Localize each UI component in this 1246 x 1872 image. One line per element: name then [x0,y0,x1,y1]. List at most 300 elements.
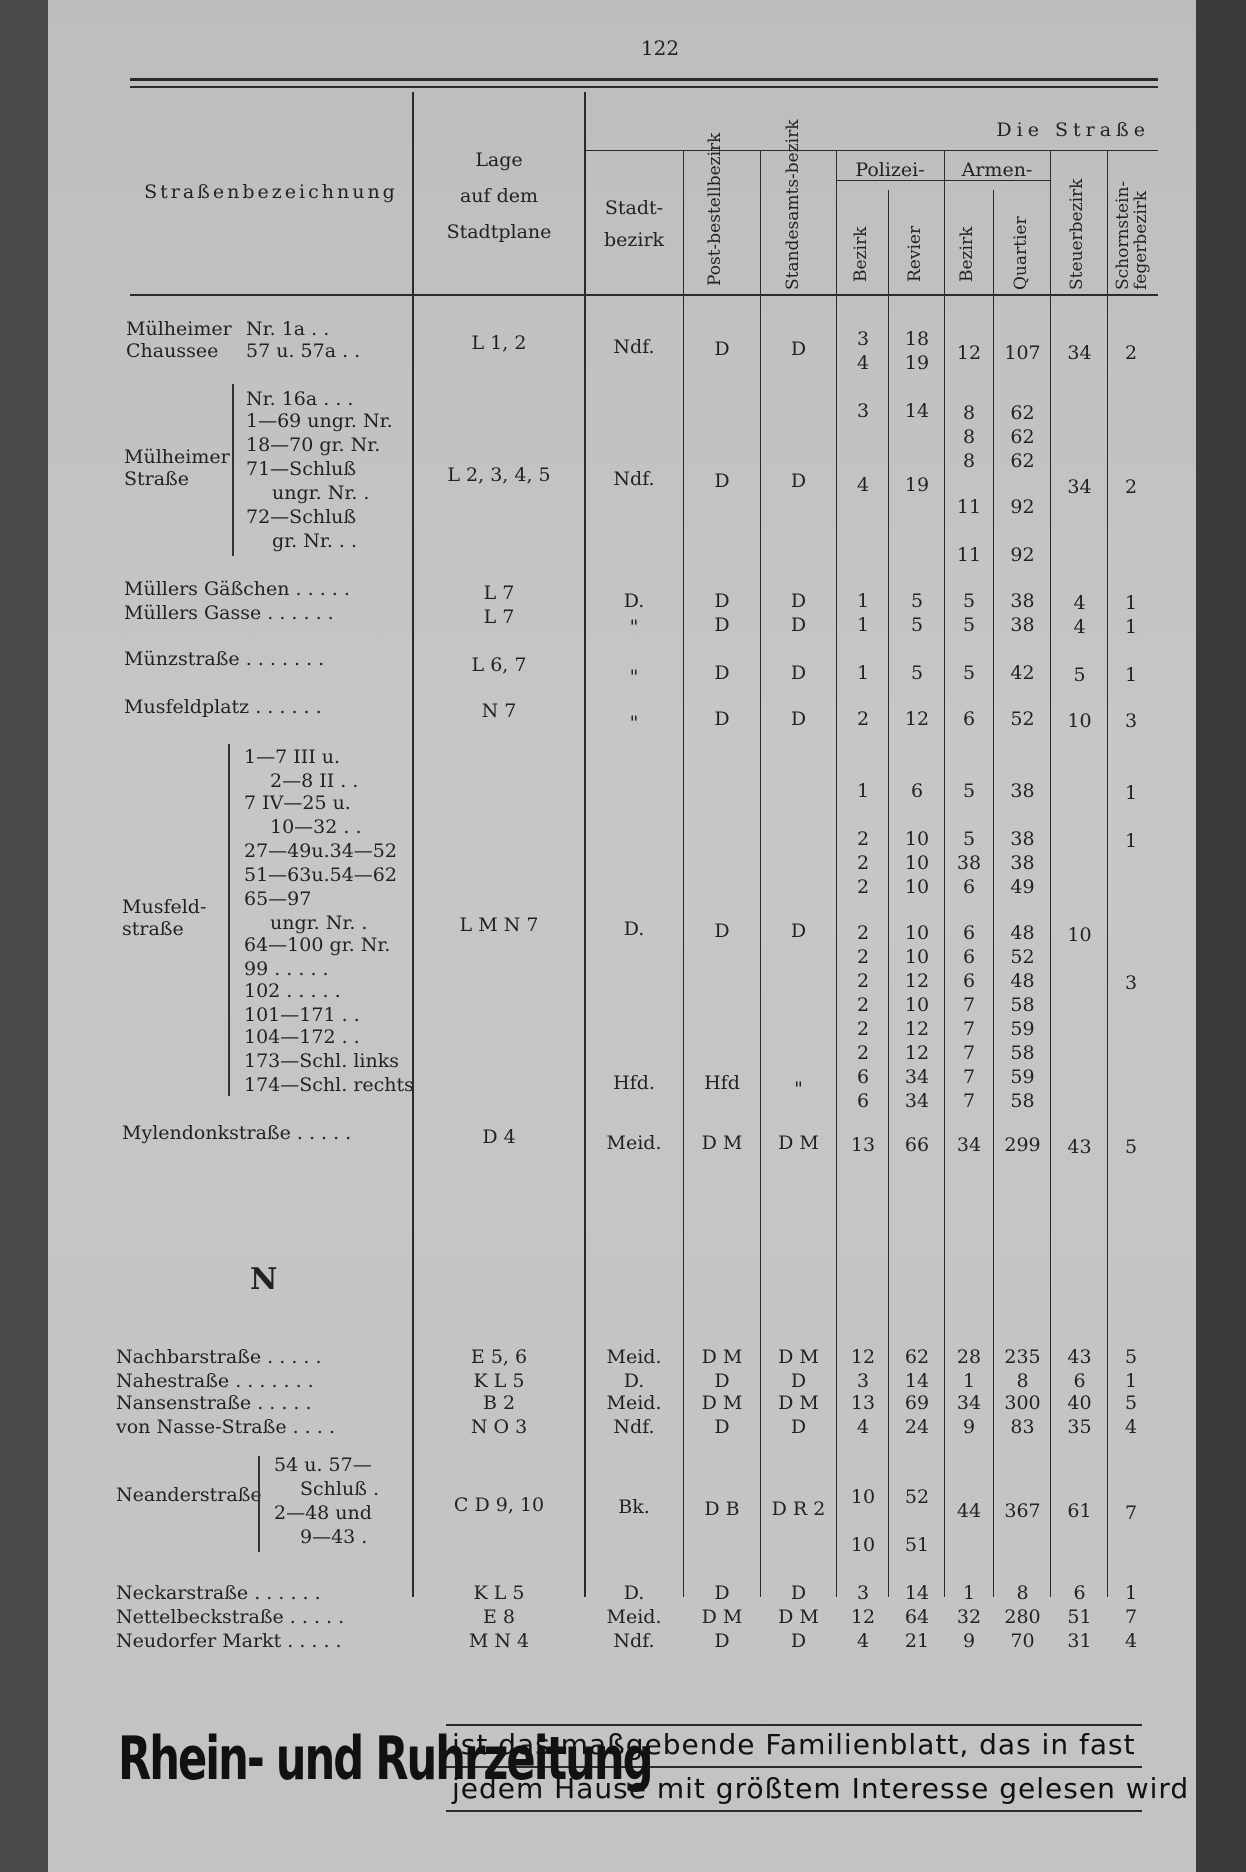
police-bezirk: 2 [856,970,870,992]
poor-bezirk: 38 [956,852,982,874]
registry-district: D R 2 [771,1498,826,1520]
street-name: Nansenstraße . . . . . [116,1392,312,1414]
poor-quartier: 38 [1010,828,1035,850]
header-die-strasse: Die Straße [996,119,1150,141]
police-bezirk: 3 [856,400,870,422]
sub-entry: 71—Schluß [246,458,357,480]
map-location: N 7 [481,700,517,722]
map-location: L 6, 7 [471,654,527,676]
registry-district: D M [778,1606,819,1628]
street-name: Neanderstraße [116,1484,262,1506]
poor-bezirk: 9 [962,1630,976,1652]
city-district: " [629,616,639,638]
brace [258,1456,260,1552]
poor-quartier: 8 [1016,1582,1029,1604]
header-registry: Standesamts-bezirk [783,119,803,290]
police-revier: 14 [904,400,930,422]
map-location: D 4 [482,1126,516,1148]
police-bezirk: 10 [850,1534,876,1556]
tax-district: 61 [1067,1500,1092,1522]
police-revier: 64 [904,1606,930,1628]
police-bezirk: 1 [856,614,870,636]
map-location: C D 9, 10 [453,1494,545,1516]
post-district: D [714,1416,730,1438]
post-district: D [714,590,730,612]
col-rule-8 [993,190,994,1597]
police-bezirk: 2 [856,946,870,968]
col-rule-6 [888,190,889,1597]
poor-bezirk: 6 [962,946,976,968]
poor-bezirk: 11 [956,544,982,566]
header-police-revier: Revier [905,225,925,282]
header-city-district-1: Stadt- [604,197,664,219]
police-bezirk: 12 [850,1606,876,1628]
police-revier: 24 [904,1416,930,1438]
tax-district: 5 [1073,664,1086,686]
sub-entry: 64—100 gr. Nr. [244,934,391,956]
chimney-district: 1 [1124,592,1138,614]
post-district: D B [704,1498,740,1520]
post-district: D M [701,1346,743,1368]
post-district: D M [701,1606,743,1628]
city-district: D. [623,1582,645,1604]
police-revier: 5 [910,590,924,612]
poor-quartier: 280 [1004,1606,1041,1628]
poor-bezirk: 1 [962,1370,976,1392]
police-revier: 19 [904,352,930,374]
registry-district: D [790,470,807,492]
tax-district: 43 [1067,1136,1092,1158]
police-revier: 10 [904,852,930,874]
police-revier: 14 [904,1582,930,1604]
sub-entry: 54 u. 57— [274,1454,372,1476]
col-rule-7 [944,150,945,1597]
sub-entry: 27—49u.34—52 [244,840,397,862]
poor-bezirk: 6 [962,922,976,944]
post-district: D [714,708,730,730]
header-police-bezirk: Bezirk [851,226,871,282]
city-district: D. [623,590,645,612]
poor-quartier: 42 [1010,662,1035,684]
city-district: Ndf. [613,1630,655,1652]
tax-district: 4 [1073,616,1086,638]
police-revier: 10 [904,922,930,944]
poor-quartier: 8 [1016,1370,1029,1392]
post-district: D [714,338,730,360]
registry-district: D [790,708,807,730]
section-letter: N [250,1262,278,1297]
police-bezirk: 10 [850,1486,876,1508]
chimney-district: 5 [1124,1136,1138,1158]
city-district: " [629,712,639,734]
police-bezirk: 1 [856,662,870,684]
police-bezirk: 2 [856,1018,870,1040]
city-district: Meid. [606,1606,662,1628]
post-district: D [714,1370,730,1392]
poor-quartier: 107 [1004,342,1041,364]
poor-bezirk: 5 [962,614,976,636]
post-district: D [714,470,730,492]
chimney-district: 3 [1124,972,1138,994]
map-location: L M N 7 [459,914,539,936]
sub-entry: Nr. 16a . . . [246,388,354,410]
police-revier: 10 [904,946,930,968]
header-location-2: auf dem [459,185,539,207]
chimney-district: 1 [1124,664,1138,686]
chimney-district: 1 [1124,782,1138,804]
poor-quartier: 38 [1010,614,1035,636]
chimney-district: 1 [1124,1582,1138,1604]
poor-quartier: 62 [1010,402,1035,424]
police-bezirk: 4 [856,1416,870,1438]
sub-entry: 57 u. 57a . . [246,340,361,362]
header-location-1: Lage [475,149,523,171]
header-rule [130,294,1158,296]
map-location: B 2 [482,1392,516,1414]
poor-quartier: 92 [1010,496,1035,518]
header-poor-bezirk: Bezirk [957,226,977,282]
sub-entry: 51—63u.54—62 [244,864,397,886]
advert-line-1: ist das maßgebende Familienblatt, das in fast [452,1728,1136,1761]
sub-entry: 72—Schluß [246,506,357,528]
police-bezirk: 1 [856,590,870,612]
sub-entry: Schluß . [300,1478,379,1500]
city-district: D. [623,918,645,940]
police-revier: 34 [904,1090,930,1112]
registry-district: D M [778,1346,819,1368]
registry-district: D [790,920,807,942]
poor-bezirk: 6 [962,708,976,730]
police-revier: 12 [904,1042,930,1064]
sub-entry: 104—172 . . [244,1026,360,1048]
post-district: D M [701,1392,743,1414]
police-bezirk: 4 [856,352,870,374]
sub-entry: 173—Schl. links [244,1050,399,1072]
street-name: Musfeldplatz . . . . . . [124,696,322,718]
police-revier: 14 [904,1370,930,1392]
city-district: Ndf. [613,336,655,358]
street-name: Nettelbeckstraße . . . . . [116,1606,345,1628]
chimney-district: 5 [1124,1346,1138,1368]
sub-entry: 2—48 und [274,1502,372,1524]
poor-bezirk: 8 [962,450,976,472]
city-district: Ndf. [613,468,655,490]
poor-quartier: 300 [1004,1392,1041,1414]
poor-bezirk: 7 [962,1042,976,1064]
sub-entry: ungr. Nr. . [272,482,370,504]
poor-quartier: 38 [1010,852,1035,874]
page-number: 122 [640,36,680,60]
police-revier: 10 [904,876,930,898]
police-revier: 6 [910,780,924,802]
registry-district: D [790,1370,807,1392]
header-police: Polizei- [855,159,925,181]
police-revier: 10 [904,994,930,1016]
map-location: K L 5 [473,1370,525,1392]
post-district: D [714,614,730,636]
poor-bezirk: 44 [956,1500,982,1522]
registry-district: D M [778,1132,819,1154]
chimney-district: 2 [1124,476,1138,498]
street-name: Nahestraße . . . . . . . [116,1370,314,1392]
col-rule-9 [1050,150,1051,1597]
poor-quartier: 49 [1010,876,1035,898]
sub-entry: 9—43 . [300,1526,368,1548]
street-name: Müllers Gasse . . . . . . [124,602,334,624]
registry-district: D [790,590,807,612]
registry-district: D [790,1582,807,1604]
poor-bezirk: 1 [962,1582,976,1604]
sub-entry: 174—Schl. rechts [244,1074,414,1096]
police-revier: 19 [904,474,930,496]
police-bezirk: 2 [856,708,870,730]
tax-district: 31 [1067,1630,1092,1652]
police-bezirk: 1 [856,780,870,802]
poor-bezirk: 11 [956,496,982,518]
poor-quartier: 367 [1004,1500,1041,1522]
tax-district: 40 [1067,1392,1092,1414]
poor-quartier: 58 [1010,994,1035,1016]
street-name: Mülheimer Straße [124,446,230,490]
poor-quartier: 58 [1010,1090,1035,1112]
street-name: Nachbarstraße . . . . . [116,1346,322,1368]
poor-quartier: 62 [1010,426,1035,448]
police-bezirk: 3 [856,328,870,350]
map-location: L 1, 2 [471,332,527,354]
police-revier: 62 [904,1346,930,1368]
poor-quartier: 48 [1010,970,1035,992]
chimney-district: 7 [1124,1502,1138,1524]
sub-entry: 1—69 ungr. Nr. [246,410,393,432]
police-bezirk: 13 [850,1392,876,1414]
police-revier: 5 [910,614,924,636]
tax-district: 6 [1073,1582,1086,1604]
sub-entry: gr. Nr. . . [272,530,358,552]
poor-bezirk: 7 [962,1090,976,1112]
poor-bezirk: 8 [962,426,976,448]
street-name: Müllers Gäßchen . . . . . [124,578,350,600]
police-bezirk: 2 [856,922,870,944]
police-bezirk: 4 [856,474,870,496]
poor-bezirk: 34 [956,1392,982,1414]
poor-quartier: 59 [1010,1066,1035,1088]
street-name: von Nasse-Straße . . . . [116,1416,335,1438]
tax-district: 4 [1073,592,1086,614]
chimney-district: 7 [1124,1606,1138,1628]
poor-quartier: 52 [1010,708,1035,730]
map-location: L 7 [483,606,515,628]
police-bezirk: 4 [856,1630,870,1652]
sub-entry: Nr. 1a . . [246,318,330,340]
police-bezirk: 2 [856,852,870,874]
header-location-3: Stadtplane [446,221,552,243]
map-location: M N 4 [468,1630,530,1652]
poor-bezirk: 5 [962,828,976,850]
sub-entry: 1—7 III u. [244,746,341,768]
street-name: Neudorfer Markt . . . . . [116,1630,342,1652]
poor-bezirk: 7 [962,1018,976,1040]
police-revier: 51 [904,1534,930,1556]
chimney-district: 4 [1124,1416,1138,1438]
police-revier: 12 [904,708,930,730]
police-bezirk: 2 [856,1042,870,1064]
city-district: D. [623,1370,645,1392]
chimney-district: 1 [1124,616,1138,638]
police-revier: 5 [910,662,924,684]
advert-line-2: jedem Hause mit größtem Interesse gelesen wird [452,1772,1190,1805]
header-street-name: Straßenbezeichnung [144,181,398,203]
poor-quartier: 83 [1010,1416,1035,1438]
poor-quartier: 62 [1010,450,1035,472]
sub-entry: 10—32 . . [270,816,362,838]
header-tax: Steuerbezirk [1067,178,1087,290]
poor-quartier: 58 [1010,1042,1035,1064]
registry-district: D [790,338,807,360]
police-bezirk: 6 [856,1066,870,1088]
poor-bezirk: 32 [956,1606,982,1628]
poor-bezirk: 5 [962,590,976,612]
post-district: D [714,920,730,942]
police-revier: 12 [904,970,930,992]
sub-entry: 18—70 gr. Nr. [246,434,381,456]
street-name: Musfeld-straße [122,896,207,940]
sub-entry: 102 . . . . . [244,980,341,1002]
tax-district: 35 [1067,1416,1092,1438]
poor-bezirk: 28 [956,1346,982,1368]
tax-district: 34 [1067,476,1092,498]
post-district: D [714,1582,730,1604]
tax-district: 43 [1067,1346,1092,1368]
advert-rule-bottom [446,1810,1142,1812]
map-location: L 7 [483,582,515,604]
header-poor-quartier: Quartier [1011,216,1031,290]
police-revier: 21 [904,1630,930,1652]
subheader-rule [584,150,1158,151]
sub-entry: 99 . . . . . [244,958,329,980]
street-name: Neckarstraße . . . . . . [116,1582,321,1604]
poor-bezirk: 9 [962,1416,976,1438]
poor-quartier: 48 [1010,922,1035,944]
city-district: Bk. [618,1496,650,1518]
poor-bezirk: 12 [956,342,982,364]
street-name: Münzstraße . . . . . . . [124,648,325,670]
police-revier: 18 [904,328,930,350]
registry-district: D M [778,1392,819,1414]
police-bezirk: 3 [856,1370,870,1392]
post-district: D [714,662,730,684]
chimney-district: 3 [1124,710,1138,732]
registry-district: " [794,1078,803,1100]
chimney-district: 1 [1124,1370,1138,1392]
street-name: Mylendonkstraße . . . . . [122,1122,352,1144]
police-bezirk: 12 [850,1346,876,1368]
police-bezirk: 3 [856,1582,870,1604]
poor-bezirk: 7 [962,1066,976,1088]
poor-bezirk: 6 [962,876,976,898]
top-rule [130,78,1158,81]
police-bezirk: 2 [856,994,870,1016]
poor-quartier: 299 [1004,1134,1041,1156]
post-district: Hfd [704,1072,740,1094]
map-location: E 5, 6 [470,1346,528,1368]
map-location: K L 5 [473,1582,525,1604]
city-district: Meid. [606,1346,662,1368]
police-revier: 34 [904,1066,930,1088]
tax-district: 51 [1067,1606,1092,1628]
poor-quartier: 70 [1010,1630,1035,1652]
page-margin [1196,0,1246,1872]
poor-quartier: 92 [1010,544,1035,566]
police-revier: 10 [904,828,930,850]
police-bezirk: 2 [856,876,870,898]
map-location: N O 3 [470,1416,528,1438]
chimney-district: 5 [1124,1392,1138,1414]
tax-district: 6 [1073,1370,1086,1392]
sub-entry: ungr. Nr. . [270,912,368,934]
header-poor: Armen- [961,159,1033,181]
poor-bezirk: 8 [962,402,976,424]
brace [232,384,234,556]
chimney-district: 2 [1124,342,1138,364]
street-name: Mülheimer Chaussee [126,318,232,362]
poor-bezirk: 5 [962,662,976,684]
sub-entry: 101—171 . . [244,1004,360,1026]
advert-title: Rhein- und Ruhrzeitung [118,1724,652,1794]
map-location: L 2, 3, 4, 5 [447,464,551,486]
poor-quartier: 52 [1010,946,1035,968]
city-district: Meid. [606,1392,662,1414]
police-revier: 52 [904,1486,930,1508]
post-district: D [714,1630,730,1652]
registry-district: D [790,614,807,636]
poor-quartier: 235 [1004,1346,1041,1368]
brace [228,744,230,1096]
poor-bezirk: 34 [956,1134,982,1156]
sub-entry: 65—97 [244,888,312,910]
poor-quartier: 59 [1010,1018,1035,1040]
city-district: " [629,666,639,688]
top-rule-2 [130,86,1158,88]
registry-district: D [790,1416,807,1438]
poor-bezirk: 7 [962,994,976,1016]
poor-bezirk: 6 [962,970,976,992]
chimney-district: 4 [1124,1630,1138,1652]
police-bezirk: 13 [850,1134,876,1156]
header-post: Post-bestellbezirk [705,132,725,286]
map-location: E 8 [483,1606,515,1628]
header-city-district-2: bezirk [603,229,665,251]
sub-entry: 2—8 II . . [270,770,359,792]
sub-entry: 7 IV—25 u. [244,792,351,814]
police-revier: 12 [904,1018,930,1040]
city-district: Ndf. [613,1416,655,1438]
registry-district: D [790,662,807,684]
city-district: Meid. [606,1132,662,1154]
registry-district: D [790,1630,807,1652]
header-chimney: Schornstein-fegerbezirk [1113,180,1151,290]
tax-district: 10 [1067,710,1092,732]
col-rule-5 [836,150,837,1597]
chimney-district: 1 [1124,830,1138,852]
tax-district: 34 [1067,342,1092,364]
poor-quartier: 38 [1010,590,1035,612]
police-revier: 69 [904,1392,930,1414]
tax-district: 10 [1067,924,1092,946]
police-revier: 66 [904,1134,930,1156]
post-district: D M [701,1132,743,1154]
city-district: Hfd. [613,1072,655,1094]
police-bezirk: 6 [856,1090,870,1112]
